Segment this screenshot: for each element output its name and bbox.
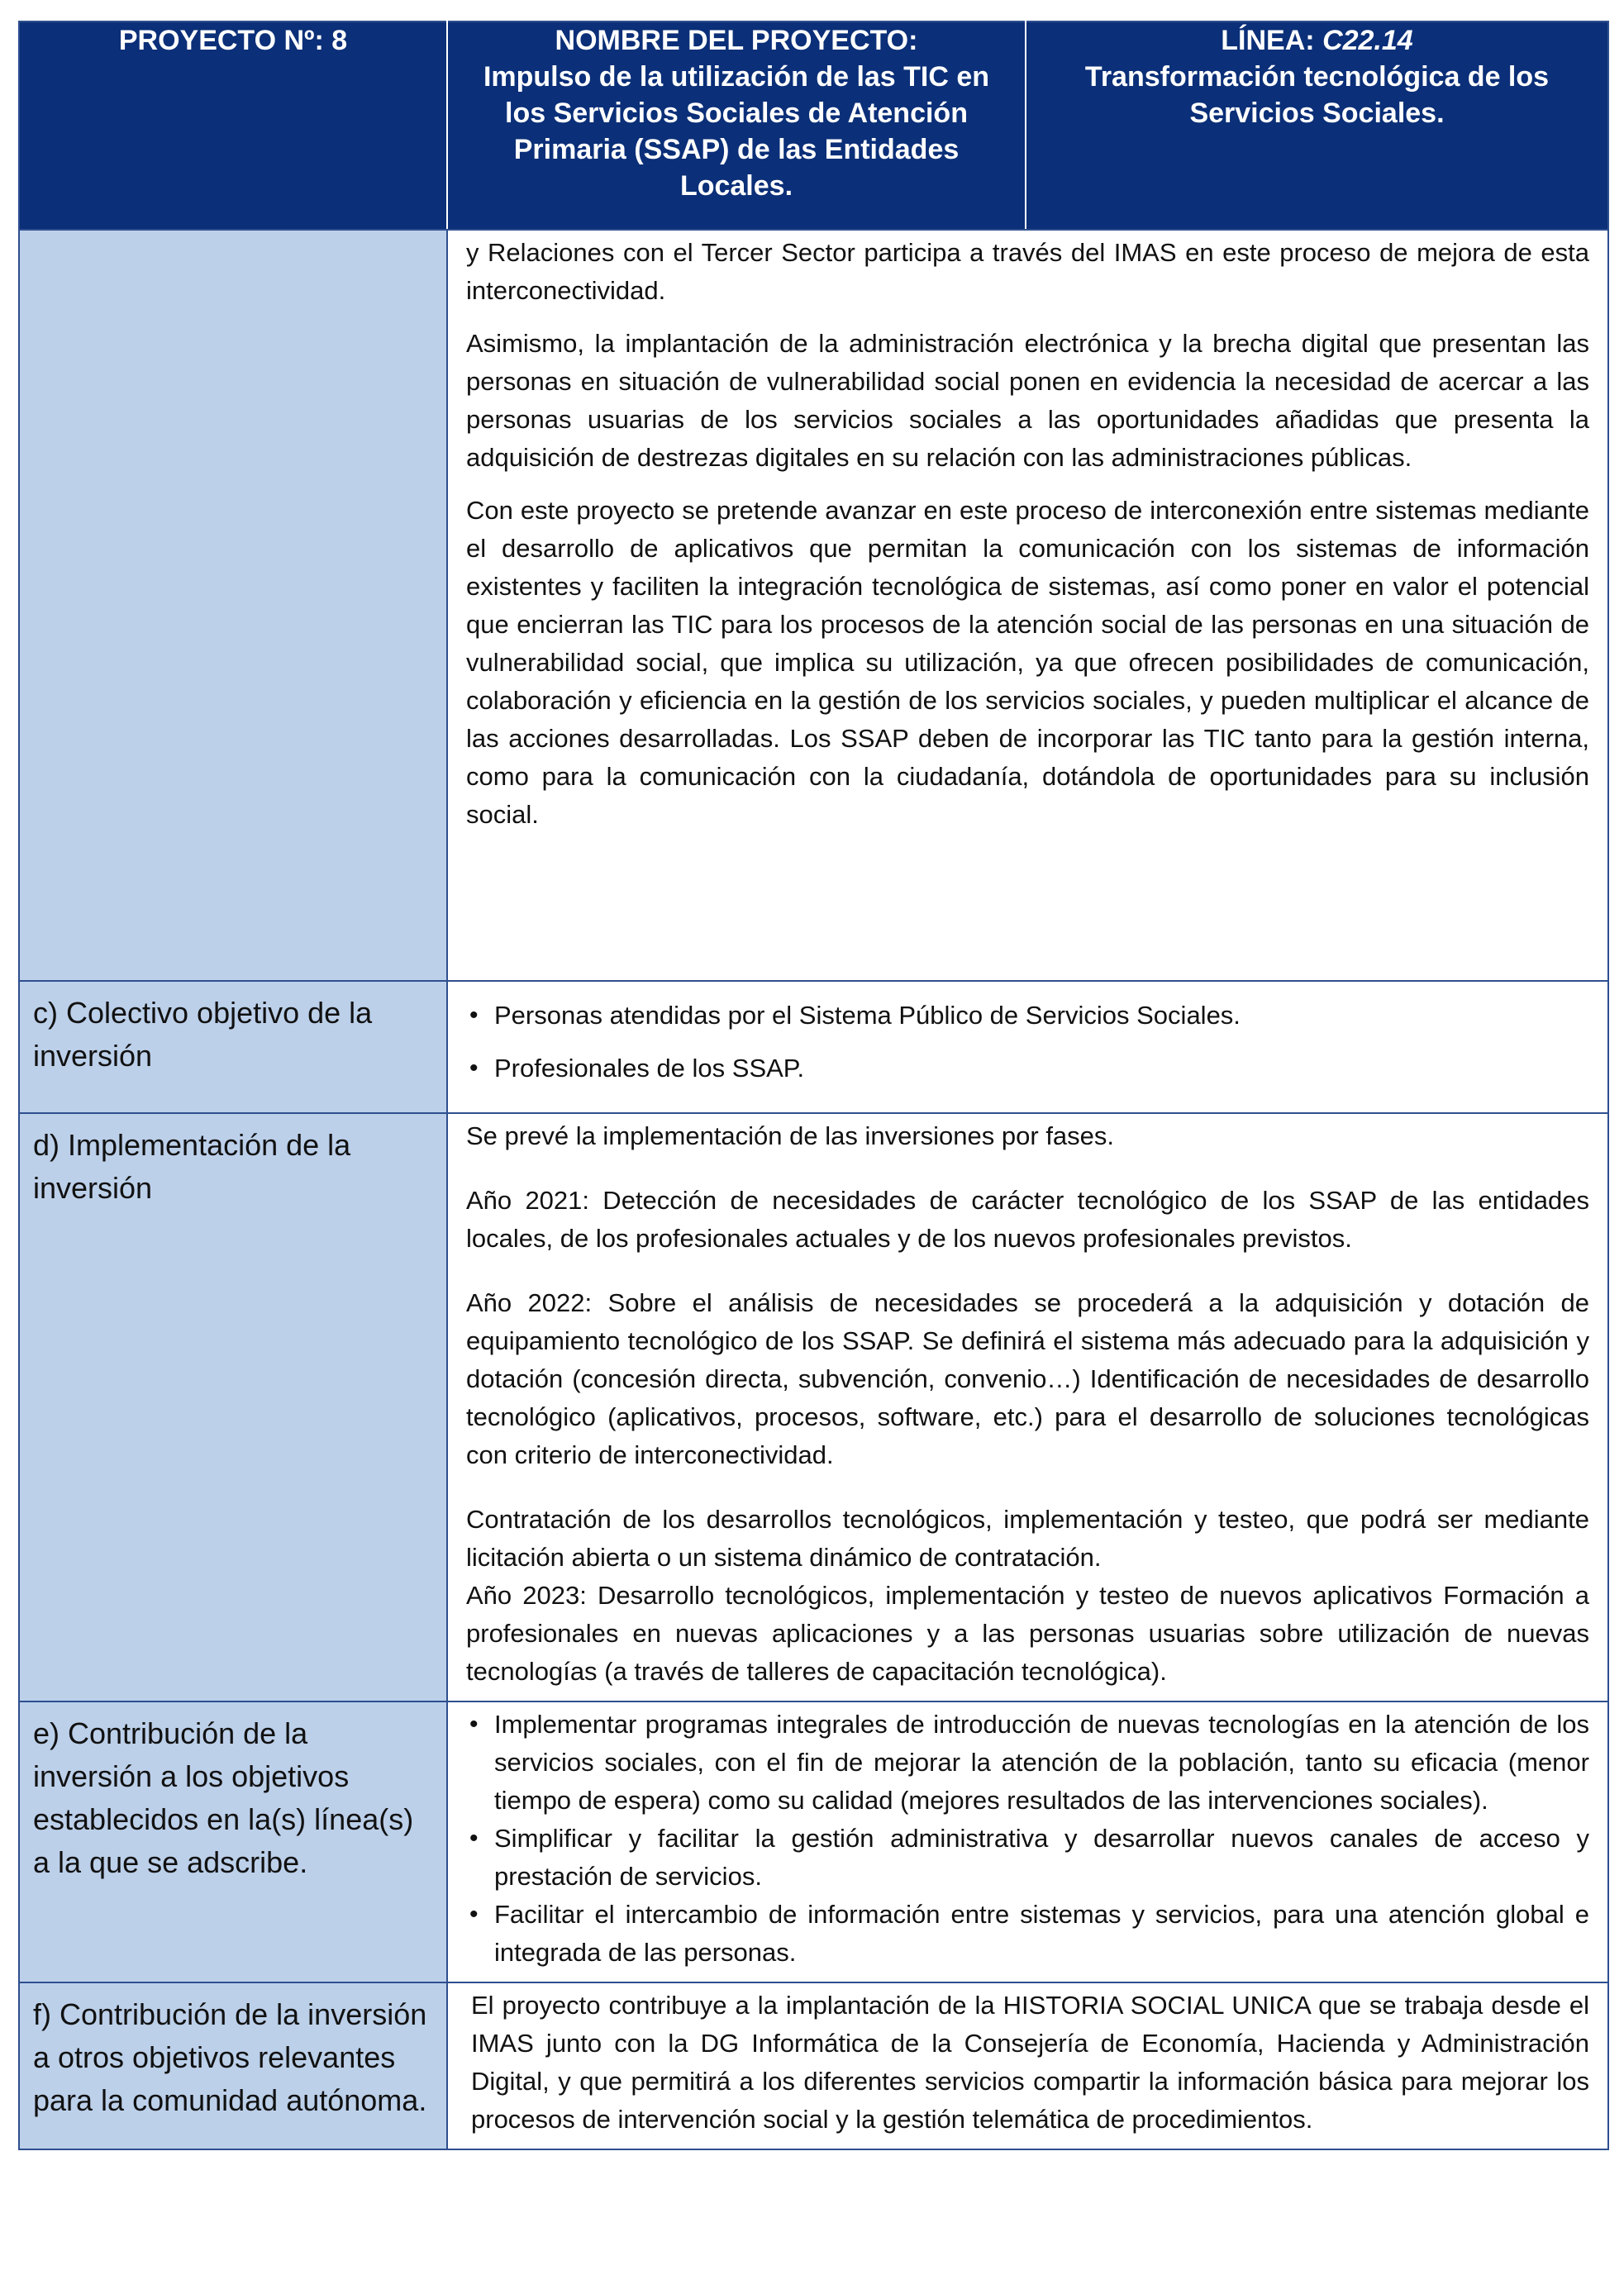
section-e-row: [19, 1701, 1608, 1982]
project-name-cell: [447, 21, 1026, 230]
section-c-list: [466, 997, 1589, 1088]
header-row: [19, 21, 1608, 230]
section-d-row: [19, 1113, 1608, 1701]
list-item: • Facilitar el intercambio de información entre sistemas y servicios, para una atención global e integrada de las personas.: [466, 1896, 1589, 1972]
list-item: • Implementar programas integrales de introducción de nuevas tecnologías en la atención de los servicios sociales, con el fin de mejorar la atención de la población, tanto su eficacia (menor tiempo de espera) como su calidad (mejores resultados de las intervenciones sociales).: [466, 1706, 1589, 1820]
line-desc: Servicios Sociales.: [1189, 98, 1445, 129]
line-code: C22.14: [1322, 25, 1413, 56]
section-e-content: [447, 1701, 1608, 1982]
section-f-content: [447, 1982, 1608, 2149]
section-f-text: El proyecto contribuye a la implantación de la HISTORIA SOCIAL UNICA que se trabaja desde el IMAS junto con la DG Informática de la Consejería de Economía, Hacienda y Administración Digital, y que permitirá a los diferentes servicios compartir la información básica para mejorar los procesos de intervención social y la gestión telemática de procedimientos.: [471, 1991, 1589, 2134]
section-c-content: [447, 981, 1608, 1113]
bullet-icon: •: [469, 1901, 479, 1928]
continued-label-cell: [19, 230, 447, 981]
section-f-label: f) Contribución de la inversión a otros objetivos relevantes para la comunidad autónoma.: [19, 1982, 447, 2149]
continued-paragraph: Asimismo, la implantación de la administración electrónica y la brecha digital que presentan las personas en situación de vulnerabilidad social ponen en evidencia la necesidad de acercar a las personas usuarias de los servicios sociales a las oportunidades añadidas que presenta la adquisición de destrezas digitales en su relación con las administraciones públicas.: [466, 329, 1589, 472]
bullet-icon: •: [469, 1825, 479, 1852]
section-d-2023: Año 2023: Desarrollo tecnológicos, implementación y testeo de nuevos aplicativos Formación a profesionales en nuevas aplicaciones y a las personas usuarias sobre utilización de nuevas tecnologías (a través de talleres de capacitación tecnológica).: [466, 1581, 1589, 1686]
section-d-2021: Año 2021: Detección de necesidades de carácter tecnológico de los SSAP de las entidades locales, de los profesionales actuales y de los nuevos profesionales previstos.: [466, 1186, 1589, 1253]
list-item: • Personas atendidas por el Sistema Público de Servicios Sociales.: [466, 997, 1589, 1035]
section-e-list: [466, 1706, 1589, 1972]
line-desc: Transformación tecnológica de los: [1084, 61, 1550, 93]
continued-content-cell: [447, 230, 1608, 981]
project-sheet: [18, 21, 1607, 2150]
section-d-content: [447, 1113, 1608, 1701]
list-item: • Profesionales de los SSAP.: [466, 1049, 1589, 1088]
section-d-contratacion: Contratación de los desarrollos tecnológicos, implementación y testeo, que podrá ser mediante licitación abierta o un sistema dinámico de contratación.: [466, 1505, 1589, 1572]
section-c-label: c) Colectivo objetivo de la inversión: [19, 981, 447, 1113]
project-table: [18, 21, 1609, 2150]
bullet-icon: •: [469, 1711, 479, 1738]
list-item: • Simplificar y facilitar la gestión administrativa y desarrollar nuevos canales de acceso y prestación de servicios.: [466, 1820, 1589, 1896]
project-name-line: Impulso de la utilización de las TIC en: [483, 61, 990, 93]
project-name-line: Locales.: [679, 170, 793, 202]
section-d-label: d) Implementación de la inversión: [19, 1113, 447, 1701]
project-name-line: los Servicios Sociales de Atención: [505, 98, 968, 129]
section-c-row: [19, 981, 1608, 1113]
continued-paragraph: Con este proyecto se pretende avanzar en este proceso de interconexión entre sistemas mediante el desarrollo de aplicativos que permitan la comunicación con los sistemas de información existentes y faciliten la integración tecnológica de sistemas, así como poner en valor el potencial que encierran las TIC para los procesos de la atención social de las personas en una situación de vulnerabilidad social, que implica su utilización, ya que ofrecen posibilidades de comunicación, colaboración y eficiencia en la gestión de los servicios sociales, y pueden multiplicar el alcance de las acciones desarrolladas. Los SSAP deben de incorporar las TIC tanto para la gestión interna, como para la comunicación con la ciudadanía, dotándola de oportunidades para su inclusión social.: [466, 496, 1589, 829]
continued-row: [19, 230, 1608, 981]
bullet-icon: •: [469, 1002, 479, 1029]
section-f-row: [19, 1982, 1608, 2149]
project-number-cell: [19, 21, 447, 230]
project-name-title: NOMBRE DEL PROYECTO:: [555, 25, 918, 56]
section-d-2022: Año 2022: Sobre el análisis de necesidades se procederá a la adquisición y dotación de equipamiento tecnológico de los SSAP. Se definirá el sistema más adecuado para la adquisición y dotación (concesión directa, subvención, convenio…) Identificación de necesidades de desarrollo tecnológico (aplicativos, procesos, software, etc.) para el desarrollo de soluciones tecnológicas con criterio de interconectividad.: [466, 1288, 1589, 1469]
project-name-line: Primaria (SSAP) de las Entidades: [513, 134, 960, 165]
continued-paragraph: y Relaciones con el Tercer Sector participa a través del IMAS en este proceso de mejora de esta interconectividad.: [466, 238, 1589, 305]
bullet-icon: •: [469, 1054, 479, 1082]
project-number: PROYECTO Nº: 8: [118, 25, 348, 56]
line-prefix: LÍNEA:: [1221, 25, 1323, 56]
section-d-intro: Se prevé la implementación de las inversiones por fases.: [466, 1121, 1115, 1150]
line-cell: [1026, 21, 1608, 230]
line-code-row: [1026, 22, 1607, 59]
section-e-label: e) Contribución de la inversión a los objetivos establecidos en la(s) línea(s) a la que se adscribe.: [19, 1701, 447, 1982]
